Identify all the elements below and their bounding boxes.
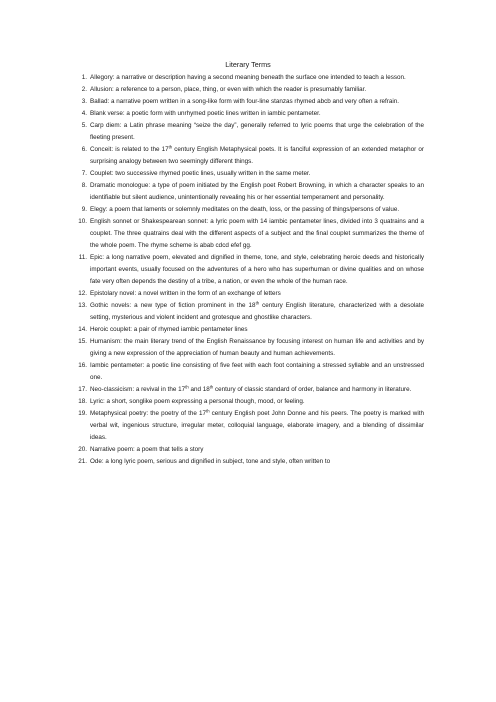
term-number: 3. (81, 98, 87, 105)
term-text: Narrative poem: a poem that tells a story (90, 446, 204, 453)
term-text: Gothic novels: a new type of fiction prominent in the 18th century English literature, characterized with a desolate setting, mysterious and violent incident and grotesque and ghostlike characters. (90, 300, 424, 321)
term-number: 18. (78, 398, 87, 405)
term-text: Neo-classicism: a revival in the 17th and 18th century of classic standard of order, balance and harmony in literature. (90, 384, 412, 393)
term-text: Carp diem: a Latin phrase meaning “seize the day”, generally referred to lyric poems that urge the celebration of the fleeting present. (90, 122, 424, 141)
term-item (72, 204, 424, 216)
term-number: 21. (78, 458, 87, 465)
literary-terms-list (72, 72, 424, 468)
term-text: Elegy: a poem that laments or solemnly meditates on the death, loss, or the passing of things/persons of value. (90, 206, 400, 213)
term-item (72, 300, 424, 324)
term-item (72, 336, 424, 360)
term-text: Ode: a long lyric poem, serious and dignified in subject, tone and style, often written to (90, 458, 331, 465)
term-text: Epistolary novel: a novel written in the form of an exchange of letters (90, 290, 281, 297)
term-item (72, 96, 424, 108)
term-number: 16. (78, 362, 87, 369)
term-number: 6. (81, 146, 87, 153)
term-item (72, 384, 424, 396)
term-number: 1. (81, 74, 87, 81)
term-item (72, 168, 424, 180)
term-number: 11. (78, 254, 87, 261)
term-number: 5. (81, 122, 87, 129)
term-number: 7. (81, 170, 87, 177)
term-number: 15. (78, 338, 87, 345)
term-text: Dramatic monologue: a type of poem initiated by the English poet Robert Browning, in which a character speaks to an identifiable but silent audience, unintentionally revealing his or her essential temperament and personality. (90, 182, 424, 201)
term-number: 20. (78, 446, 87, 453)
term-text: Allusion: a reference to a person, place, thing, or even with which the reader is presumably familiar. (90, 86, 367, 93)
term-text: Allegory: a narrative or description having a second meaning beneath the surface one intended to teach a lesson. (90, 74, 406, 81)
term-text: Iambic pentameter: a poetic line consisting of five feet with each foot containing a stressed syllable and an unstressed one. (90, 362, 424, 381)
term-number: 8. (81, 182, 87, 189)
term-text: Blank verse: a poetic form with unrhymed poetic lines written in iambic pentameter. (90, 110, 321, 117)
term-item (72, 252, 424, 288)
term-text: Heroic couplet: a pair of rhymed iambic pentameter lines (90, 326, 248, 333)
term-item (72, 324, 424, 336)
term-number: 4. (81, 110, 87, 117)
term-item (72, 180, 424, 204)
term-item (72, 360, 424, 384)
term-number: 19. (78, 410, 87, 417)
term-item (72, 216, 424, 252)
term-number: 2. (81, 86, 87, 93)
term-item (72, 408, 424, 444)
term-number: 12. (78, 290, 87, 297)
term-item (72, 456, 424, 468)
term-text: Ballad: a narrative poem written in a song-like form with four-line stanzas rhymed abcb and very often a refrain. (90, 98, 400, 105)
term-text: English sonnet or Shakespearean sonnet: a lyric poem with 14 iambic pentameter lines, divided into 3 quatrains and a couplet. The three quatrains deal with the different aspects of a subject and the final couplet summarizes the theme of the whole poem. The rhyme scheme is abab cdcd efef gg. (90, 218, 424, 249)
term-text: Lyric: a short, songlike poem expressing a personal though, mood, or feeling. (90, 398, 305, 405)
term-text: Conceit: is related to the 17th century English Metaphysical poets. It is fanciful expression of an extended metaphor or surprising analogy between two seemingly different things. (90, 144, 424, 165)
term-item (72, 108, 424, 120)
term-item (72, 120, 424, 144)
term-number: 17. (78, 386, 87, 393)
term-item (72, 72, 424, 84)
term-number: 14. (78, 326, 87, 333)
term-text: Humanism: the main literary trend of the English Renaissance by focusing interest on human life and activities and by giving a new expression of the appreciation of human beauty and human achievements. (90, 338, 424, 357)
term-text: Couplet: two successive rhymed poetic lines, usually written in the same meter. (90, 170, 311, 177)
term-item (72, 396, 424, 408)
term-item (72, 288, 424, 300)
term-item (72, 144, 424, 168)
term-number: 10. (78, 218, 87, 225)
term-text: Metaphysical poetry: the poetry of the 17th century English poet John Donne and his peers. The poetry is marked with verbal wit, ingenious structure, irregular meter, colloquial language, elaborate imagery, and a blending of dissimilar ideas. (90, 408, 424, 441)
term-number: 9. (81, 206, 87, 213)
term-item (72, 84, 424, 96)
term-number: 13. (78, 302, 87, 309)
term-item (72, 444, 424, 456)
term-text: Epic: a long narrative poem, elevated and dignified in theme, tone, and style, celebrating heroic deeds and historically important events, usually focused on the adventures of a hero who has superhuman or divine qualities and on whose fate very often depends the destiny of a tribe, a nation, or even the whole of the human race. (90, 254, 424, 285)
document-title: Literary Terms (225, 60, 271, 69)
